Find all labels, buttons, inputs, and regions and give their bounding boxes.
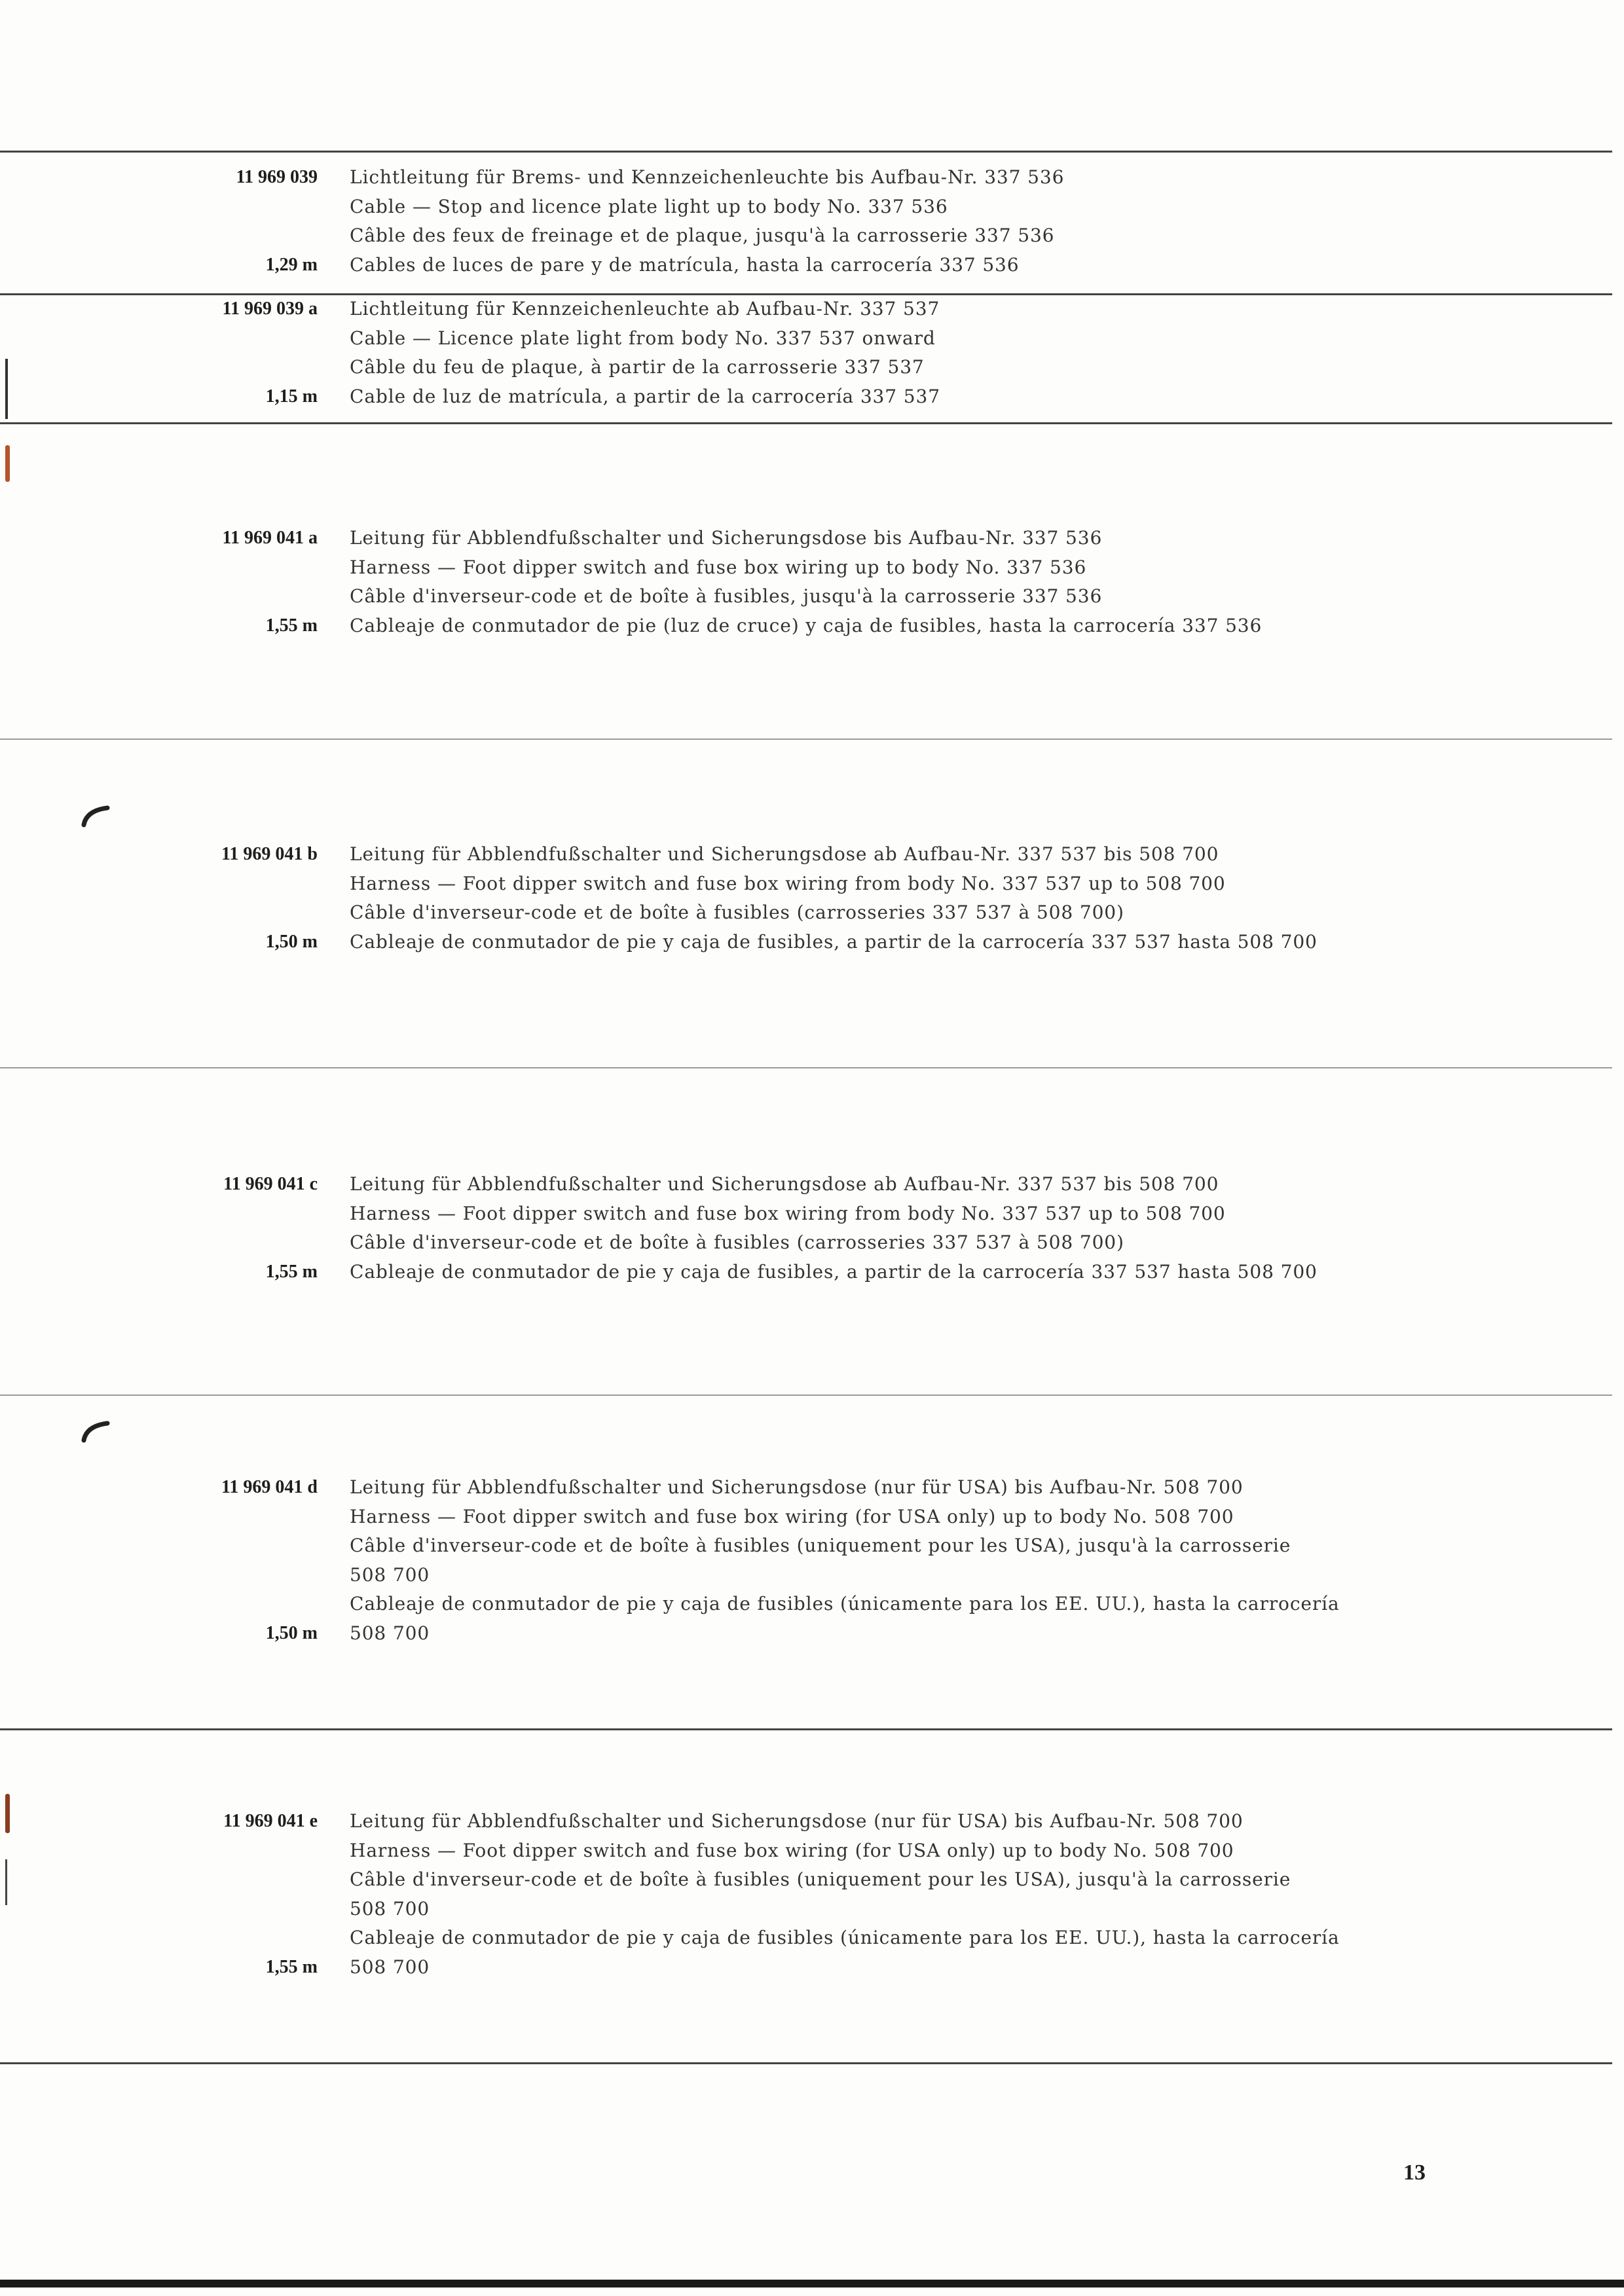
section-divider xyxy=(0,1394,1612,1396)
cable-length: 1,50 m xyxy=(265,1622,318,1643)
description-line: Cable de luz de matrícula, a partir de la carrocería 337 537 xyxy=(350,385,940,407)
section-divider xyxy=(0,1067,1612,1068)
description-line: Lichtleitung für Brems- und Kennzeichenleuchte bis Aufbau-Nr. 337 536 xyxy=(350,166,1065,188)
description-line: Câble du feu de plaque, à partir de la carrosserie 337 537 xyxy=(350,356,925,378)
section-divider xyxy=(0,151,1612,153)
cable-length: 1,55 m xyxy=(265,1261,318,1282)
description-line: Leitung für Abblendfußschalter und Sicherungsdose (nur für USA) bis Aufbau-Nr. 508 700 xyxy=(350,1476,1244,1498)
description-line: Câble d'inverseur-code et de boîte à fusibles (uniquement pour les USA), jusqu'à la carrosserie xyxy=(350,1868,1291,1890)
description-line: Leitung für Abblendfußschalter und Sicherungsdose ab Aufbau-Nr. 337 537 bis 508 700 xyxy=(350,1173,1219,1195)
part-number: 11 969 041 a xyxy=(222,528,318,548)
description-line: Cable — Stop and licence plate light up to body No. 337 536 xyxy=(350,195,948,217)
section-divider xyxy=(0,2062,1612,2064)
part-number: 11 969 039 xyxy=(236,167,318,187)
scan-edge xyxy=(0,2280,1624,2287)
description-line: Cableaje de conmutador de pie (luz de cruce) y caja de fusibles, hasta la carrocería 337 536 xyxy=(350,614,1263,636)
description-line: Harness — Foot dipper switch and fuse box wiring (for USA only) up to body No. 508 700 xyxy=(350,1505,1234,1527)
punch-hole-mark xyxy=(80,805,110,828)
section-divider xyxy=(0,422,1612,424)
description-line: Câble des feux de freinage et de plaque, jusqu'à la carrosserie 337 536 xyxy=(350,225,1055,246)
description-line: Cables de luces de pare y de matrícula, hasta la carrocería 337 536 xyxy=(350,253,1020,276)
description-line: Câble d'inverseur-code et de boîte à fusibles, jusqu'à la carrosserie 337 536 xyxy=(350,585,1103,607)
description-line: Lichtleitung für Kennzeichenleuchte ab Aufbau-Nr. 337 537 xyxy=(350,298,940,319)
cable-length: 1,55 m xyxy=(265,1956,318,1977)
description-line: Leitung für Abblendfußschalter und Sicherungsdose bis Aufbau-Nr. 337 536 xyxy=(350,527,1103,549)
part-number: 11 969 041 d xyxy=(221,1477,318,1497)
description-line: Câble d'inverseur-code et de boîte à fusibles (carrosseries 337 537 à 508 700) xyxy=(350,1231,1124,1253)
description-line: Harness — Foot dipper switch and fuse box wiring from body No. 337 537 up to 508 700 xyxy=(350,872,1226,894)
cable-length: 1,55 m xyxy=(265,615,318,636)
punch-hole-mark xyxy=(80,1421,110,1443)
description-line: 508 700 xyxy=(350,1563,430,1586)
description-line: Cable — Licence plate light from body No. 337 537 onward xyxy=(350,327,936,349)
description-line: Leitung für Abblendfußschalter und Sicherungsdose ab Aufbau-Nr. 337 537 bis 508 700 xyxy=(350,843,1219,865)
cable-length: 1,50 m xyxy=(265,931,318,952)
description-line: Câble d'inverseur-code et de boîte à fusibles (uniquement pour les USA), jusqu'à la carrosserie xyxy=(350,1535,1291,1556)
part-number: 11 969 039 a xyxy=(222,299,318,319)
parts-entry xyxy=(0,1170,1624,1286)
description-line: 508 700 xyxy=(350,1897,430,1920)
section-divider xyxy=(0,1728,1612,1730)
section-divider xyxy=(0,738,1612,740)
description-line: 508 700 xyxy=(350,1622,430,1644)
part-number: 11 969 041 c xyxy=(223,1174,318,1194)
description-line: Cableaje de conmutador de pie y caja de fusibles, a partir de la carrocería 337 537 hasta 508 700 xyxy=(350,930,1318,953)
description-line: Cableaje de conmutador de pie y caja de fusibles (únicamente para los EE. UU.), hasta la carrocería xyxy=(350,1927,1340,1948)
description-line: Harness — Foot dipper switch and fuse box wiring up to body No. 337 536 xyxy=(350,556,1087,578)
cable-length: 1,29 m xyxy=(265,254,318,275)
binding-mark xyxy=(5,445,10,482)
part-number: 11 969 041 e xyxy=(223,1811,318,1831)
description-line: Harness — Foot dipper switch and fuse box wiring from body No. 337 537 up to 508 700 xyxy=(350,1202,1226,1224)
part-number: 11 969 041 b xyxy=(221,844,318,864)
parts-entry xyxy=(0,840,1624,957)
description-line: Cableaje de conmutador de pie y caja de fusibles (únicamente para los EE. UU.), hasta la carrocería xyxy=(350,1593,1340,1614)
page-number: 13 xyxy=(1403,2160,1426,2185)
parts-entry xyxy=(0,295,1624,411)
description-line: 508 700 xyxy=(350,1956,430,1978)
description-line: Cableaje de conmutador de pie y caja de fusibles, a partir de la carrocería 337 537 hasta 508 700 xyxy=(350,1260,1318,1283)
parts-entry xyxy=(0,163,1624,280)
description-line: Leitung für Abblendfußschalter und Sicherungsdose (nur für USA) bis Aufbau-Nr. 508 700 xyxy=(350,1810,1244,1832)
cable-length: 1,15 m xyxy=(265,386,318,407)
parts-entry xyxy=(0,1473,1624,1648)
description-line: Harness — Foot dipper switch and fuse box wiring (for USA only) up to body No. 508 700 xyxy=(350,1839,1234,1861)
parts-entry xyxy=(0,524,1624,640)
parts-entry xyxy=(0,1807,1624,1982)
description-line: Câble d'inverseur-code et de boîte à fusibles (carrosseries 337 537 à 508 700) xyxy=(350,902,1124,923)
